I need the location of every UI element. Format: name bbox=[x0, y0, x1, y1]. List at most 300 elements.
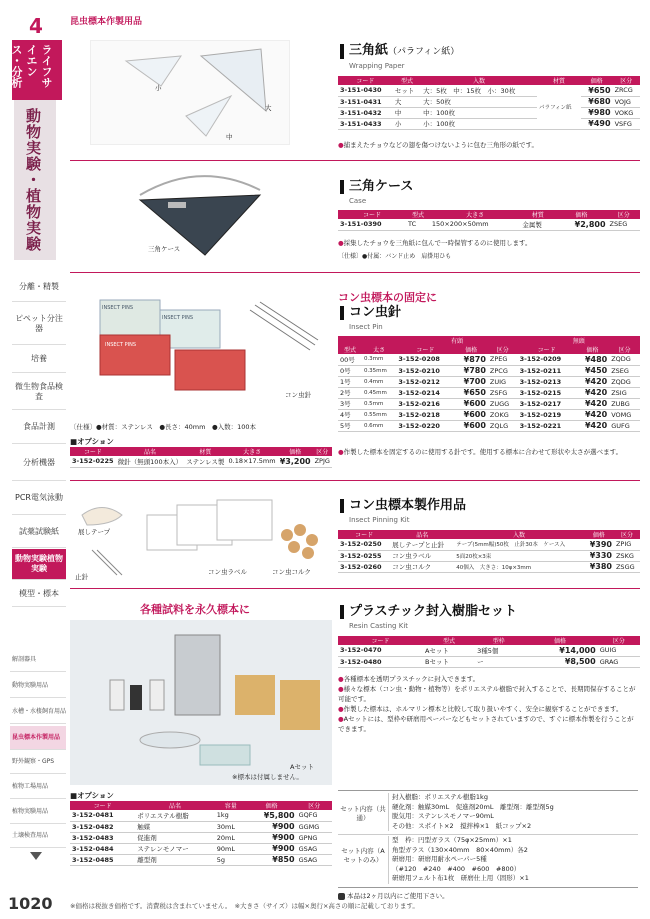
column-header: 価格 bbox=[522, 636, 597, 645]
nav-item[interactable]: 試薬試験紙 bbox=[12, 516, 66, 548]
cell-code: 3-151-0431 bbox=[338, 96, 393, 107]
column-header: 価格 bbox=[584, 530, 614, 539]
resin-option-table bbox=[70, 801, 332, 866]
column-header: 区分 bbox=[488, 345, 518, 354]
wrapping-paper-image bbox=[90, 40, 290, 145]
cell-cls: ZSEG bbox=[608, 219, 640, 230]
cell-p2: ¥450 bbox=[576, 365, 609, 376]
cell-cls: ZSGG bbox=[614, 561, 640, 572]
cell-p2: ¥420 bbox=[576, 387, 609, 398]
column-header: 価格 bbox=[454, 345, 487, 354]
subnav-item[interactable]: 昆虫標本作製用品 bbox=[10, 726, 66, 750]
column-header: コード bbox=[396, 345, 454, 354]
subnav-item[interactable]: 植物実験用品 bbox=[10, 800, 66, 824]
column-header: 区分 bbox=[614, 530, 640, 539]
table-row bbox=[338, 387, 640, 398]
cell-name: 微針（無頭100本入） bbox=[116, 456, 185, 467]
cell-cls: ZSKG bbox=[614, 550, 640, 561]
cell-name: ポリエステル樹脂 bbox=[135, 810, 215, 821]
cell-price: ¥490 bbox=[581, 118, 613, 129]
cell-model: 4号 bbox=[338, 409, 362, 420]
cell-name: 離型剤 bbox=[135, 854, 215, 865]
pin-box-label-2: INSECT PINS bbox=[162, 315, 194, 321]
wrapping-title: 三角紙（パラフィン紙） bbox=[340, 44, 459, 59]
table-row bbox=[70, 832, 332, 843]
table-row bbox=[338, 96, 640, 107]
cell-code: 3-152-0225 bbox=[70, 456, 116, 467]
cell-model: 3号 bbox=[338, 398, 362, 409]
cell-c1: 3-152-0208 bbox=[396, 354, 454, 365]
note-text: Aセットには、型枠や研磨用ペーパーなどもセットされていますので、すぐに標本作製を行うことができます。 bbox=[338, 715, 634, 733]
cell-price: ¥650 bbox=[581, 85, 613, 96]
cell-cls: VSFG bbox=[613, 118, 640, 129]
warning-icon bbox=[338, 893, 345, 900]
cell-cls: GRAG bbox=[598, 656, 640, 667]
cell-c2: 3-152-0209 bbox=[518, 354, 576, 365]
group-header-headed: 有頭 bbox=[396, 336, 517, 345]
table-row bbox=[338, 354, 640, 365]
kit-label-tape: 展しテープ bbox=[78, 528, 111, 536]
case-spec: 〔仕様〕●付属：バンド止め 肩掛用ひも bbox=[338, 253, 452, 260]
resin-kit-contents bbox=[338, 790, 638, 888]
footer-note: ※価格は税抜き価格です。消費税は含まれていません。 ※大きさ（サイズ）は幅×奥行×高さの順に記載しております。 bbox=[70, 902, 419, 910]
cell-k1: ZPEG bbox=[488, 354, 518, 365]
cell-code: 3-152-0255 bbox=[338, 550, 390, 561]
pin-image-label: コン虫針 bbox=[285, 391, 311, 399]
cell-price: ¥900 bbox=[247, 843, 297, 854]
cell-size: 0.18×17.5mm bbox=[227, 456, 278, 467]
cell-code: 3-152-0485 bbox=[70, 854, 135, 865]
column-header: コード bbox=[70, 447, 116, 456]
cell-p2: ¥480 bbox=[576, 354, 609, 365]
nav-item[interactable]: 動物実験植物実験 bbox=[12, 549, 66, 580]
cell-size: 150×200×50mm bbox=[430, 219, 521, 230]
case-title: 三角ケース bbox=[340, 180, 413, 194]
kit-line: 研磨用：研磨用耐水ペーパー5種 bbox=[392, 855, 487, 863]
nav-item[interactable]: 分離・精製 bbox=[12, 272, 66, 302]
cell-qty: 中：100枚 bbox=[421, 107, 537, 118]
page-number: 1020 bbox=[8, 894, 53, 913]
bullet-icon: ● bbox=[338, 715, 344, 723]
section-header: 昆虫標本作製用品 bbox=[70, 17, 143, 27]
chapter-subtitle: ライフサイエンス・分析 bbox=[12, 40, 62, 100]
cell-p1: ¥650 bbox=[454, 387, 487, 398]
cell-code: 3-152-0250 bbox=[338, 539, 390, 550]
triangle-papers-illustration bbox=[91, 41, 291, 146]
subnav-item[interactable]: 土壌検査用品 bbox=[10, 824, 66, 848]
cell-code: 3-151-0390 bbox=[338, 219, 406, 230]
cell-price: ¥380 bbox=[584, 561, 614, 572]
column-header: 価格 bbox=[576, 345, 609, 354]
cell-c1: 3-152-0216 bbox=[396, 398, 454, 409]
down-arrow-icon[interactable] bbox=[30, 852, 42, 860]
kit-label-label: コン虫ラベル bbox=[208, 568, 247, 576]
cell-c2: 3-152-0219 bbox=[518, 409, 576, 420]
column-header: 品名 bbox=[135, 801, 215, 810]
column-header: 型式 bbox=[393, 76, 421, 85]
column-header: 区分 bbox=[297, 801, 332, 810]
kit-line: 封入樹脂：ポリエステル樹脂1kg bbox=[392, 793, 488, 801]
pin-note: ●作製した標本を固定するのに使用する針です。使用する標本に合わせて形状や太さが選べます。 bbox=[338, 448, 623, 456]
cell-name: 促進剤 bbox=[135, 832, 215, 843]
kit-line: 型 枠：円型ガラス（75φ×25mm）×1 bbox=[392, 836, 512, 844]
cell-k1: ZPCG bbox=[488, 365, 518, 376]
cell-dia: 0.55mm bbox=[362, 409, 396, 420]
kit-a-label: セット内容（Aセットのみ） bbox=[341, 847, 385, 864]
cell-model: セット bbox=[393, 85, 421, 96]
cell-price: ¥5,800 bbox=[247, 810, 297, 821]
resin-title: プラスチック封入樹脂セット bbox=[340, 605, 517, 619]
column-header: 区分 bbox=[613, 76, 640, 85]
nav-item[interactable]: 微生物食品検査 bbox=[12, 374, 66, 410]
subnav-item[interactable]: 野外観察・GPS bbox=[10, 750, 66, 774]
table-row bbox=[338, 219, 640, 230]
kit-title: コン虫標本製作用品 bbox=[340, 499, 466, 513]
cell-price: ¥8,500 bbox=[522, 656, 597, 667]
cell-c1: 3-152-0210 bbox=[396, 365, 454, 376]
cell-k2: ZSEG bbox=[609, 365, 640, 376]
column-header: 型式 bbox=[406, 210, 430, 219]
cell-cls: VOKG bbox=[613, 107, 640, 118]
resin-option-title: ■オプション bbox=[70, 791, 114, 800]
cell-price: ¥900 bbox=[247, 821, 297, 832]
cell-qty: 5面20枚×3束 bbox=[454, 550, 584, 561]
cell-qty: 大：50枚 bbox=[421, 96, 537, 107]
column-header: 入数 bbox=[421, 76, 537, 85]
cell-dia: 0.6mm bbox=[362, 420, 396, 431]
divider bbox=[70, 480, 640, 481]
column-header: 型枠 bbox=[475, 636, 522, 645]
cell-code: 3-152-0481 bbox=[70, 810, 135, 821]
resin-subtitle: Resin Casting Kit bbox=[349, 622, 409, 630]
kit-label-pin: 止針 bbox=[75, 573, 88, 581]
column-header: コード bbox=[338, 210, 406, 219]
nav-item[interactable]: 分析機器 bbox=[12, 445, 66, 481]
cell-dia: 0.35mm bbox=[362, 365, 396, 376]
cell-c1: 3-152-0220 bbox=[396, 420, 454, 431]
nav-item[interactable]: ピペット分注器 bbox=[12, 303, 66, 345]
pin-option-title: ■オプション bbox=[70, 437, 114, 446]
cell-vol: 1kg bbox=[215, 810, 247, 821]
wrapping-note: ●捕まえたチョウなどの翅を傷つけないように包む三角形の紙です。 bbox=[338, 141, 538, 149]
pin-subtitle: Insect Pin bbox=[349, 323, 383, 331]
cell-cls: GQFG bbox=[297, 810, 332, 821]
column-header: 大きさ bbox=[227, 447, 278, 456]
cell-c2: 3-152-0215 bbox=[518, 387, 576, 398]
cell-cls: VOJG bbox=[613, 96, 640, 107]
cell-name: コン虫コルク bbox=[390, 561, 454, 572]
column-header: 価格 bbox=[278, 447, 313, 456]
cell-model: 0号 bbox=[338, 365, 362, 376]
kit-line: 角型ガラス（130×40mm 80×40mm）各2 bbox=[392, 845, 528, 854]
cell-p1: ¥600 bbox=[454, 409, 487, 420]
cell-p1: ¥870 bbox=[454, 354, 487, 365]
cell-price: ¥390 bbox=[584, 539, 614, 550]
nav-item[interactable]: PCR電気泳動 bbox=[12, 482, 66, 515]
table-row bbox=[338, 409, 640, 420]
column-header: 材質 bbox=[520, 210, 555, 219]
column-header: コード bbox=[338, 76, 393, 85]
cell-price: ¥330 bbox=[584, 550, 614, 561]
case-image-label: 三角ケース bbox=[148, 245, 181, 253]
table-row bbox=[338, 85, 640, 96]
cell-code: 3-151-0433 bbox=[338, 118, 393, 129]
cell-material: 金属製 bbox=[520, 219, 555, 230]
cell-p2: ¥420 bbox=[576, 398, 609, 409]
resin-img-caption: Aセット bbox=[290, 763, 314, 771]
cell-code: 3-151-0432 bbox=[338, 107, 393, 118]
cell-name: コン虫ラベル bbox=[390, 550, 454, 561]
table-row bbox=[338, 561, 640, 572]
case-table bbox=[338, 210, 640, 231]
resin-catchphrase: 各種試料を永久標本に bbox=[140, 603, 250, 616]
column-header: コード bbox=[70, 801, 135, 810]
divider bbox=[70, 160, 640, 161]
bullet-icon: ● bbox=[338, 705, 344, 713]
column-header: 材質 bbox=[184, 447, 226, 456]
pin-box-label-1: INSECT PINS bbox=[102, 305, 134, 311]
kit-line: （#120 #240 #400 #600 #800） bbox=[392, 864, 521, 873]
resin-note-item bbox=[338, 704, 640, 714]
cell-code: 3-152-0484 bbox=[70, 843, 135, 854]
cell-model: 00号 bbox=[338, 354, 362, 365]
table-row bbox=[338, 107, 640, 118]
column-header: 区分 bbox=[608, 210, 640, 219]
cell-p1: ¥700 bbox=[454, 376, 487, 387]
resin-note-item bbox=[338, 684, 640, 704]
triangle-case-illustration bbox=[110, 170, 290, 260]
table-row bbox=[338, 118, 640, 129]
cell-p2: ¥420 bbox=[576, 420, 609, 431]
table-row bbox=[338, 376, 640, 387]
cell-code: 3-151-0430 bbox=[338, 85, 393, 96]
nav-item[interactable]: 模型・標本 bbox=[12, 581, 66, 607]
cell-c2: 3-152-0217 bbox=[518, 398, 576, 409]
column-header: 大きさ bbox=[430, 210, 521, 219]
cell-c2: 3-152-0213 bbox=[518, 376, 576, 387]
wrapping-subtitle: Wrapping Paper bbox=[349, 62, 405, 70]
subnav-item[interactable]: 植物工場用品 bbox=[10, 775, 66, 799]
group-header-headless: 無頭 bbox=[518, 336, 640, 345]
column-header: 型式 bbox=[423, 636, 475, 645]
cell-p1: ¥600 bbox=[454, 420, 487, 431]
cell-cls: ZPIG bbox=[614, 539, 640, 550]
cell-k1: ZUIG bbox=[488, 376, 518, 387]
column-header: 区分 bbox=[609, 345, 640, 354]
table-row bbox=[70, 854, 332, 865]
subnav-item[interactable]: 動物実験用品 bbox=[10, 674, 66, 698]
cell-c1: 3-152-0218 bbox=[396, 409, 454, 420]
kit-common-list bbox=[388, 793, 638, 831]
cell-cls: GUIG bbox=[598, 645, 640, 656]
cell-vol: 30mL bbox=[215, 821, 247, 832]
cell-price: ¥2,800 bbox=[555, 219, 607, 230]
divider bbox=[338, 834, 638, 835]
cell-cls: GPNG bbox=[297, 832, 332, 843]
cell-model: 5号 bbox=[338, 420, 362, 431]
resin-table bbox=[338, 636, 640, 668]
cell-model: 中 bbox=[393, 107, 421, 118]
table-row bbox=[338, 656, 640, 667]
cell-k2: VOMG bbox=[609, 409, 640, 420]
kit-line: 脱気用：ステンレスモノマー90mL bbox=[392, 812, 494, 820]
cell-material: パラフィン紙 bbox=[537, 85, 581, 129]
cell-code: 3-152-0483 bbox=[70, 832, 135, 843]
cell-cls: GGMG bbox=[297, 821, 332, 832]
cell-price: ¥900 bbox=[247, 832, 297, 843]
cell-k2: ZQDG bbox=[609, 376, 640, 387]
cell-model: 2号 bbox=[338, 387, 362, 398]
column-header: 価格 bbox=[581, 76, 613, 85]
column-header: 型式 bbox=[338, 345, 362, 354]
cell-code: 3-152-0260 bbox=[338, 561, 390, 572]
kit-a-list bbox=[388, 836, 638, 884]
note-text: 作製した標本は、ホルマリン標本と比較して取り扱いやすく、安全に観察することができます。 bbox=[343, 705, 623, 713]
nav-item[interactable]: 培養 bbox=[12, 346, 66, 373]
cell-vol: 90mL bbox=[215, 843, 247, 854]
table-row bbox=[338, 539, 640, 550]
label-small: 小 bbox=[155, 84, 162, 92]
kit-line: 研磨用フェルト布1枚 研磨仕上用（固形）×1 bbox=[392, 874, 529, 882]
column-header: 区分 bbox=[598, 636, 640, 645]
kit-label-cork: コン虫コルク bbox=[272, 568, 311, 576]
cell-vol: 20mL bbox=[215, 832, 247, 843]
table-row bbox=[338, 398, 640, 409]
table-row bbox=[70, 843, 332, 854]
cell-cls: ZRCG bbox=[613, 85, 640, 96]
cell-name: ステレンモノマー bbox=[135, 843, 215, 854]
cell-k2: GUFG bbox=[609, 420, 640, 431]
cell-name: 展しテープと止針 bbox=[390, 539, 454, 550]
cell-qty: 大：5枚 中：15枚 小：30枚 bbox=[421, 85, 537, 96]
kit-line: 硬化剤：触媒30mL 促進剤20mL 離型剤：離型剤5g bbox=[392, 802, 554, 811]
cell-dia: 0.45mm bbox=[362, 387, 396, 398]
cell-vol: 5g bbox=[215, 854, 247, 865]
cell-material: ステンレス製 bbox=[184, 456, 226, 467]
cell-model: 大 bbox=[393, 96, 421, 107]
table-row bbox=[70, 456, 332, 467]
column-header: コード bbox=[518, 345, 576, 354]
chapter-title: 動物実験・植物実験 bbox=[14, 100, 56, 260]
resin-img-note: ※標本は付属しません。 bbox=[232, 773, 303, 781]
note-text: 各種標本を透明プラスチックに封入できます。 bbox=[343, 675, 480, 683]
cell-price: ¥680 bbox=[581, 96, 613, 107]
pin-option-table bbox=[70, 447, 332, 468]
cell-mold: ー bbox=[475, 656, 522, 667]
note-text: 様々な標本（コン虫・動物・植物等）をポリエステル樹脂で封入することで、長期間保存することが可能です。 bbox=[338, 685, 636, 703]
cell-name: 触媒 bbox=[135, 821, 215, 832]
cell-model: TC bbox=[406, 219, 430, 230]
kit-subtitle: Insect Pinning Kit bbox=[349, 516, 410, 524]
column-header: 品名 bbox=[116, 447, 185, 456]
divider bbox=[70, 588, 640, 589]
column-header: 容量 bbox=[215, 801, 247, 810]
nav-item[interactable]: 食品計測 bbox=[12, 411, 66, 444]
cell-model: 小 bbox=[393, 118, 421, 129]
cell-code: 3-152-0480 bbox=[338, 656, 423, 667]
kit-line: その他：スポイト×2 撹拌棒×1 紙コップ×2 bbox=[392, 821, 532, 830]
cell-c1: 3-152-0214 bbox=[396, 387, 454, 398]
column-header: 価格 bbox=[555, 210, 607, 219]
cell-k1: ZQLG bbox=[488, 420, 518, 431]
cell-code: 3-152-0470 bbox=[338, 645, 423, 656]
cell-qty: 小：100枚 bbox=[421, 118, 537, 129]
cell-mold: 3種5個 bbox=[475, 645, 522, 656]
table-row bbox=[70, 821, 332, 832]
cell-p1: ¥780 bbox=[454, 365, 487, 376]
bullet-icon: ● bbox=[338, 685, 344, 693]
cell-c1: 3-152-0212 bbox=[396, 376, 454, 387]
cell-cls: GSAG bbox=[297, 843, 332, 854]
cell-c2: 3-152-0211 bbox=[518, 365, 576, 376]
bullet-icon: ● bbox=[338, 675, 344, 683]
subnav-item[interactable]: 解剖器具 bbox=[10, 648, 66, 672]
divider bbox=[70, 272, 640, 273]
label-large: 大 bbox=[265, 104, 272, 112]
pin-box-label-3: INSECT PINS bbox=[105, 342, 137, 348]
cell-dia: 0.4mm bbox=[362, 376, 396, 387]
column-header: 材質 bbox=[537, 76, 581, 85]
cell-p2: ¥420 bbox=[576, 409, 609, 420]
cell-p2: ¥420 bbox=[576, 376, 609, 387]
cell-dia: 0.3mm bbox=[362, 354, 396, 365]
cell-price: ¥980 bbox=[581, 107, 613, 118]
subnav-item[interactable]: 水槽・水棲飼育用品 bbox=[10, 700, 66, 724]
wrapping-table bbox=[338, 76, 640, 130]
table-row bbox=[338, 420, 640, 431]
cell-k1: ZOKG bbox=[488, 409, 518, 420]
case-subtitle: Case bbox=[349, 197, 367, 205]
column-header: 入数 bbox=[454, 530, 584, 539]
resin-kit-illustration bbox=[70, 620, 332, 785]
resin-note-item bbox=[338, 674, 640, 684]
cell-p1: ¥600 bbox=[454, 398, 487, 409]
kit-table bbox=[338, 530, 640, 573]
column-header: 区分 bbox=[313, 447, 332, 456]
pin-spec: 〔仕様〕●材質：ステンレス ●長さ：40mm ●入数：100本 bbox=[70, 423, 257, 431]
pin-table bbox=[338, 336, 640, 432]
cell-k2: ZSIG bbox=[609, 387, 640, 398]
chapter-number: 4 bbox=[29, 14, 43, 38]
cell-model: 1号 bbox=[338, 376, 362, 387]
cell-k1: ZSFG bbox=[488, 387, 518, 398]
shelf-note: 本品は2ヶ月以内にご使用下さい。 bbox=[338, 891, 449, 901]
cell-k2: ZUBG bbox=[609, 398, 640, 409]
cell-code: 3-152-0482 bbox=[70, 821, 135, 832]
pin-title: コン虫針 bbox=[340, 306, 401, 320]
column-header: 価格 bbox=[247, 801, 297, 810]
table-row bbox=[338, 550, 640, 561]
cell-model: Aセット bbox=[423, 645, 475, 656]
resin-note-item bbox=[338, 714, 640, 734]
column-header: 太さ bbox=[362, 345, 396, 354]
cell-qty: テープ(5mm幅)50枚 止針30本 ケース入 bbox=[454, 539, 584, 550]
cell-k1: ZUGG bbox=[488, 398, 518, 409]
resin-image bbox=[70, 620, 332, 785]
cell-price: ¥14,000 bbox=[522, 645, 597, 656]
pin-catchphrase: コン虫標本の固定に bbox=[338, 291, 437, 304]
resin-notes bbox=[338, 674, 640, 734]
cell-k2: ZQDG bbox=[609, 354, 640, 365]
cell-cls: ZPJG bbox=[313, 456, 332, 467]
cell-c2: 3-152-0221 bbox=[518, 420, 576, 431]
table-row bbox=[338, 645, 640, 656]
column-header: コード bbox=[338, 530, 390, 539]
column-header: コード bbox=[338, 636, 423, 645]
cell-price: ¥850 bbox=[247, 854, 297, 865]
column-header: 品名 bbox=[390, 530, 454, 539]
cell-model: Bセット bbox=[423, 656, 475, 667]
